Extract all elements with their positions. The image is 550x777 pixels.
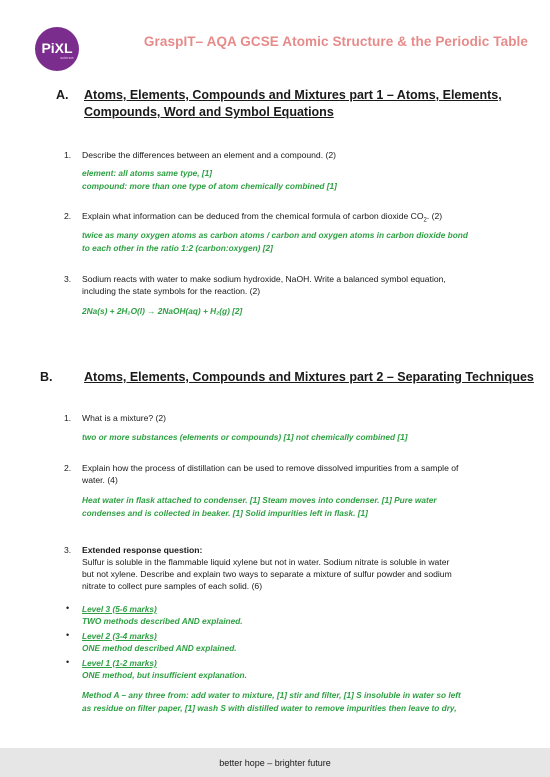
answer-a1-line1: element: all atoms same type, [1] [82,168,213,178]
bullet-icon: • [66,657,70,667]
pixl-logo [34,26,80,72]
question-number: 1. [64,150,72,160]
answer-b2-line1: Heat water in flask attached to condenser. [1] Steam moves into condenser. [1] Pure water [82,495,437,505]
question-text: Extended response question: Sulfur is soluble in the flammable liquid xylene but not in water. Sodium nitrate is soluble in water but not xylene. Describe and explain two ways to separate a mixture of sulfur powder and sodium nitrate to collect pure samples of each solid. (6) [82,545,452,591]
answer-a3: 2Na(s) + 2H₂O(l) → 2NaOH(aq) + H₂(g) [2] [82,306,243,316]
question-text: Explain what information can be deduced from the chemical formula of carbon dioxide $CO_2$. (2) [82,211,443,224]
question-text: Describe the differences between an element and a compound. (2) [82,150,336,160]
question-number: 2. [64,211,72,221]
svg-text:PiXL: PiXL [41,40,73,56]
answer-b1: two or more substances (elements or compounds) [1] not chemically combined [1] [82,432,408,442]
question-text: What is a mixture? (2) [82,413,167,423]
method-a-line2: as residue on filter paper, [1] wash S with distilled water to remove impurities then leave to dry, [82,703,457,713]
question-text: Explain how the process of distillation can be used to remove dissolved impurities from a sample of water. (4) [82,463,459,485]
level-3: Level 3 (5-6 marks) TWO methods described AND explained. [82,604,243,626]
section-b-letter: B. [40,370,53,384]
answer-a1-line2: compound: more than one type of atom chemically combined [1] [82,181,337,191]
answer-a2-line1: twice as many oxygen atoms as carbon atoms / carbon and oxygen atoms in carbon dioxide bond [82,230,468,240]
section-a-letter: A. [56,88,69,102]
bullet-icon: • [66,630,70,640]
level-2: Level 2 (3-4 marks) ONE method described AND explained. [82,631,237,653]
level-1: Level 1 (1-2 marks) ONE method, but insufficient explanation. [82,658,247,680]
section-b-title: Atoms, Elements, Compounds and Mixtures part 2 – Separating Techniques [84,370,534,384]
answer-a2-line2: to each other in the ratio 1:2 (carbon:oxygen) [2] [82,243,273,253]
question-number: 3. [64,274,72,284]
question-number: 3. [64,545,72,555]
svg-text:science: science [60,55,74,60]
question-text: Sodium reacts with water to make sodium hydroxide, NaOH. Write a balanced symbol equation, including the state symbols for the reaction. (2) [82,274,446,296]
answer-b2-line2: condenses and is collected in beaker. [1] Solid impurities left in flask. [1] [82,508,368,518]
section-a-title-line1: Atoms, Elements, Compounds and Mixtures part 1 – Atoms, Elements, [84,88,502,102]
section-a-title-line2: Compounds, Word and Symbol Equations [84,105,334,119]
question-number: 2. [64,463,72,473]
page-header-title: GraspIT– AQA GCSE Atomic Structure & the Periodic Table [143,34,528,49]
footer-text: better hope – brighter future [219,758,331,768]
bullet-icon: • [66,603,70,613]
section-a-title [84,88,524,119]
question-number: 1. [64,413,72,423]
method-a-line1: Method A – any three from: add water to mixture, [1] stir and filter, [1] S insoluble in water so left [82,690,461,700]
